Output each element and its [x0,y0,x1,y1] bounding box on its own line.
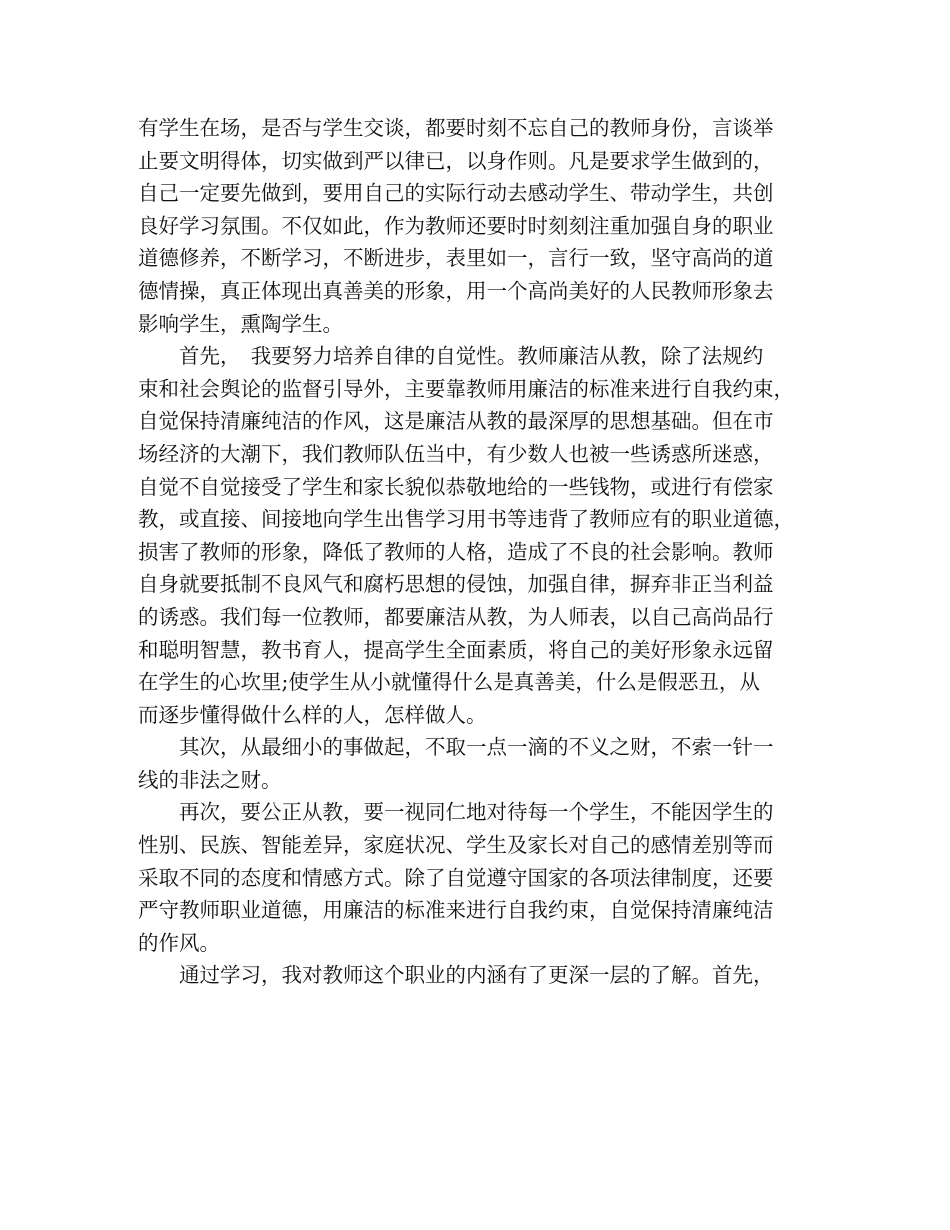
text-line: 而逐步懂得做什么样的人，怎样做人。 [138,702,487,727]
text-line: 的作风。 [138,930,220,955]
document-body [138,112,818,992]
text-line: 在学生的心坎里;使学生从小就懂得什么是真善美，什么是假恶丑，从 [138,670,760,695]
text-line: 良好学习氛围。不仅如此，作为教师还要时时刻刻注重加强自身的职业 [138,213,774,238]
text-line: 自觉不自觉接受了学生和家长貌似恭敬地给的一些钱物，或进行有偿家 [138,474,774,499]
text-line: 场经济的大潮下，我们教师队伍当中，有少数人也被一些诱惑所迷惑， [138,441,774,466]
text-line: 的诱惑。我们每一位教师，都要廉洁从教，为人师表，以自己高尚品行 [138,604,774,629]
text-line: 自己一定要先做到，要用自己的实际行动去感动学生、带动学生，共创 [138,181,774,206]
text-line: 性别、民族、智能差异，家庭状况、学生及家长对自己的感情差别等而 [138,833,774,858]
text-line: 再次，要公正从教，要一视同仁地对待每一个学生，不能因学生的 [138,800,774,825]
text-line: 自身就要抵制不良风气和腐朽思想的侵蚀，加强自律，摒弃非正当利益 [138,572,774,597]
text-line: 其次，从最细小的事做起，不取一点一滴的不义之财，不索一针一 [138,735,774,760]
text-line: 止要文明得体，切实做到严以律已，以身作则。凡是要求学生做到的， [138,148,774,173]
text-line: 束和社会舆论的监督引导外，主要靠教师用廉洁的标准来进行自我约束， [138,376,794,401]
text-line: 通过学习，我对教师这个职业的内涵有了更深一层的了解。首先， [138,963,774,988]
text-line: 损害了教师的形象，降低了教师的人格，造成了不良的社会影响。教师 [138,539,774,564]
text-line: 影响学生，熏陶学生。 [138,311,343,336]
text-line: 教，或直接、间接地向学生出售学习用书等违背了教师应有的职业道德， [138,507,794,532]
text-line: 线的非法之财。 [138,767,282,792]
text-line: 自觉保持清廉纯洁的作风，这是廉洁从教的最深厚的思想基础。但在市 [138,409,774,434]
text-line: 和聪明智慧，教书育人，提高学生全面素质，将自己的美好形象永远留 [138,637,774,662]
text-line: 道德修养，不断学习，不断进步，表里如一，言行一致，坚守高尚的道 [138,246,774,271]
text-line: 采取不同的态度和情感方式。除了自觉遵守国家的各项法律制度，还要 [138,865,774,890]
text-line: 德情操，真正体现出真善美的形象，用一个高尚美好的人民教师形象去 [138,278,774,303]
text-line: 有学生在场，是否与学生交谈，都要时刻不忘自己的教师身份，言谈举 [138,116,774,140]
text-line: 严守教师职业道德，用廉洁的标准来进行自我约束，自觉保持清廉纯洁 [138,898,774,923]
text-line: 首先， 我要努力培养自律的自觉性。教师廉洁从教，除了法规约 [138,344,764,369]
